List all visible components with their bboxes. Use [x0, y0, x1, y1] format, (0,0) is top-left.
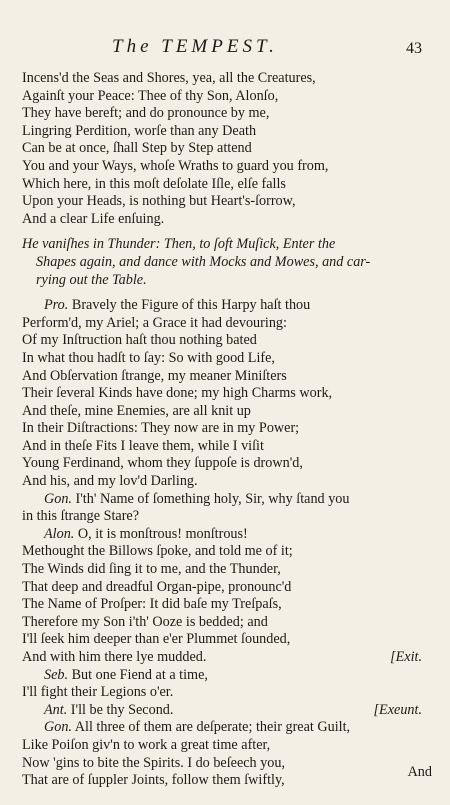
- section-gap: [22, 228, 422, 236]
- verse-line: [22, 755, 422, 773]
- verse-line: [22, 350, 422, 368]
- line-text: And his, and my lov'd Darling.: [22, 473, 198, 490]
- verse-line: [22, 543, 422, 561]
- line-text: And theſe, mine Enemies, are all knit up: [22, 402, 251, 419]
- exit-cue: [Exit.: [390, 649, 422, 665]
- verse-line: [22, 315, 422, 333]
- verse-line: [22, 123, 422, 141]
- line-text: O, it is monſtrous! monſtrous!: [77, 525, 248, 542]
- line-text: Young Ferdinand, whom they ſuppoſe is drown'd,: [22, 455, 303, 472]
- speaker-name: Gon.: [44, 719, 72, 736]
- verse-line: [22, 684, 422, 702]
- speech-start-line: [22, 702, 422, 720]
- line-text: In what thou hadſt to ſay: So with good Life,: [22, 349, 275, 366]
- line-text: Can be at once, ſhall Step by Step attend: [22, 140, 252, 157]
- line-text: Shapes again, and dance with Mocks and Mowes, and car-: [36, 253, 371, 270]
- line-text: Of my Inſtruction haſt thou nothing bated: [22, 332, 257, 349]
- line-text: Now 'gins to bite the Spirits. I do beſeech you,: [22, 754, 286, 771]
- stage-direction-line: [22, 272, 422, 290]
- verse-line: [22, 473, 422, 491]
- line-text: Like Poiſon giv'n to work a great time after,: [22, 736, 271, 753]
- line-text: I'll be thy Second.: [70, 701, 174, 718]
- line-text: But one Fiend at a time,: [71, 666, 208, 683]
- verse-line: [22, 332, 422, 350]
- verse-line: [22, 596, 422, 614]
- verse-line: [22, 508, 422, 526]
- verse-line: [22, 631, 422, 649]
- running-title: The TEMPEST.: [112, 36, 278, 57]
- speech-start-line: [22, 297, 422, 315]
- stage-direction-line: [22, 236, 422, 254]
- line-text: I'th' Name of ſomething holy, Sir, why ſtand you: [75, 490, 350, 507]
- line-text: And Obſervation ſtrange, my meaner Miniſters: [22, 367, 287, 384]
- line-text: They have bereft; and do pronounce by me,: [22, 105, 270, 122]
- speaker-name: Pro.: [44, 297, 69, 314]
- verse-line: [22, 772, 422, 790]
- speaker-name: Ant.: [44, 701, 68, 718]
- line-text: Bravely the Figure of this Harpy haſt thou: [71, 297, 311, 314]
- verse-line: [22, 420, 422, 438]
- verse-line: [22, 176, 422, 194]
- verse-line: [22, 649, 422, 667]
- verse-line: [22, 579, 422, 597]
- verse-line: [22, 455, 422, 473]
- page-header: [0, 36, 450, 60]
- line-text: Perform'd, my Ariel; a Grace it had devouring:: [22, 314, 287, 331]
- line-text: rying out the Table.: [36, 271, 147, 288]
- speech-start-line: [22, 491, 422, 509]
- verse-line: [22, 614, 422, 632]
- line-text: Incens'd the Seas and Shores, yea, all the Creatures,: [22, 70, 316, 86]
- stage-direction-line: [22, 254, 422, 272]
- speech-start-line: [22, 667, 422, 685]
- exit-cue: [Exeunt.: [373, 701, 422, 718]
- line-text: And a clear Life enſuing.: [22, 210, 165, 227]
- verse-line: [22, 88, 422, 106]
- line-text: Methought the Billows ſpoke, and told me of it;: [22, 543, 293, 560]
- line-text: The Winds did ſing it to me, and the Thunder,: [22, 561, 281, 578]
- verse-line: [22, 158, 422, 176]
- line-text: That deep and dreadful Organ-pipe, pronounc'd: [22, 578, 292, 595]
- line-text: You and your Ways, whoſe Wraths to guard you from,: [22, 157, 329, 174]
- verse-line: [22, 385, 422, 403]
- line-text: Againſt your Peace: Thee of thy Son, Alonſo,: [22, 87, 279, 104]
- verse-line: [22, 438, 422, 456]
- line-text: He vaniſhes in Thunder: Then, to ſoft Muſick, Enter the: [22, 236, 336, 253]
- verse-line: [22, 211, 422, 229]
- line-text: And with him there lye mudded.: [22, 649, 207, 665]
- line-text: Their ſeveral Kinds have done; my high Charms work,: [22, 385, 333, 402]
- line-text: in this ſtrange Stare?: [22, 508, 140, 525]
- line-text: I'll fight their Legions o'er.: [22, 684, 174, 701]
- play-text: [22, 70, 422, 790]
- line-text: Which here, in this moſt deſolate Iſle, elſe falls: [22, 175, 286, 192]
- line-text: Therefore my Son i'th' Ooze is bedded; and: [22, 613, 268, 630]
- speaker-name: Seb.: [44, 666, 69, 683]
- page-number: 43: [406, 40, 422, 57]
- verse-line: [22, 193, 422, 211]
- verse-line: [22, 561, 422, 579]
- line-text: In their Diſtractions: They now are in my Power;: [22, 420, 300, 437]
- catchword: And: [407, 764, 432, 780]
- section-gap: [22, 289, 422, 297]
- line-text: That are of ſuppler Joints, follow them ſwiftly,: [22, 772, 285, 789]
- speaker-name: Alon.: [44, 525, 75, 542]
- verse-line: [22, 70, 422, 88]
- line-text: The Name of Proſper: It did baſe my Treſpaſs,: [22, 596, 282, 613]
- line-text: Lingring Perdition, worſe than any Death: [22, 122, 257, 139]
- line-text: Upon your Heads, is nothing but Heart's-ſorrow,: [22, 193, 296, 210]
- speech-start-line: [22, 526, 422, 544]
- verse-line: [22, 368, 422, 386]
- speaker-name: Gon.: [44, 490, 72, 507]
- verse-line: [22, 105, 422, 123]
- line-text: I'll ſeek him deeper than e'er Plummet ſounded,: [22, 631, 291, 648]
- speech-start-line: [22, 719, 422, 737]
- verse-line: [22, 403, 422, 421]
- verse-line: [22, 140, 422, 158]
- line-text: And in theſe Fits I leave them, while I viſit: [22, 437, 264, 454]
- line-text: All three of them are deſperate; their great Guilt,: [74, 719, 351, 736]
- verse-line: [22, 737, 422, 755]
